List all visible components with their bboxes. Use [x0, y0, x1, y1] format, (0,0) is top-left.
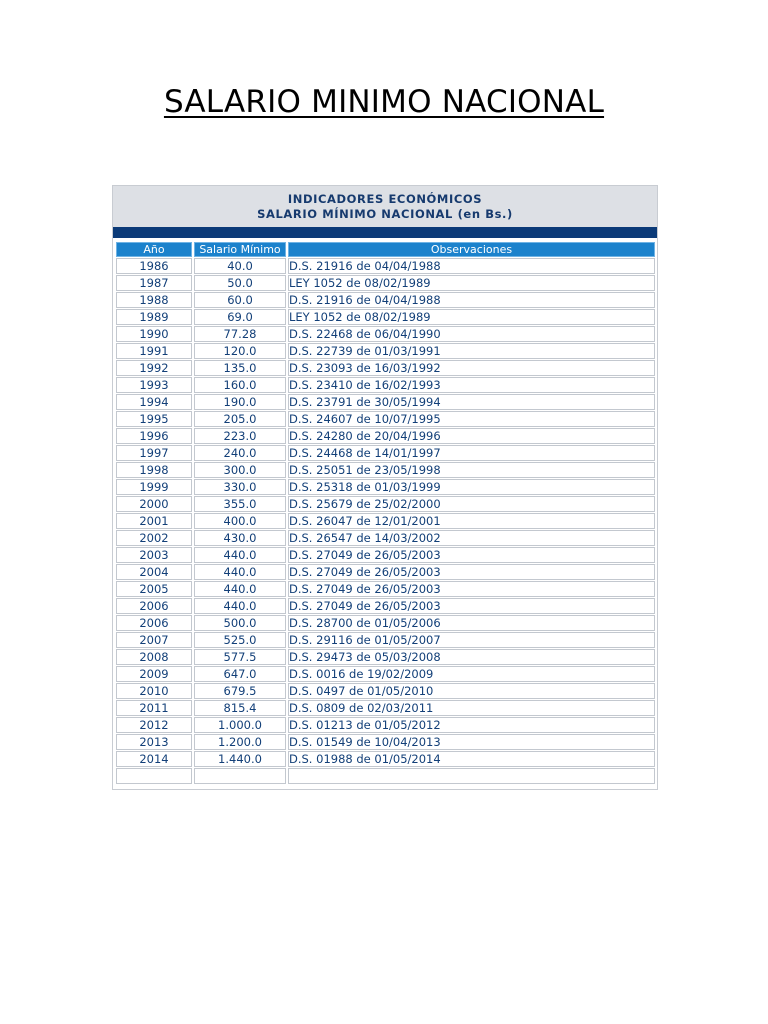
cell-year: 1996	[116, 428, 192, 444]
table-row	[116, 258, 655, 274]
cell-salary: 69.0	[194, 309, 286, 325]
cell-salary: 430.0	[194, 530, 286, 546]
table-row	[116, 292, 655, 308]
cell-year: 2007	[116, 632, 192, 648]
table-row	[116, 700, 655, 716]
cell-observation: D.S. 28700 de 01/05/2006	[288, 615, 655, 631]
cell-year: 2010	[116, 683, 192, 699]
cell-observation: D.S. 21916 de 04/04/1988	[288, 258, 655, 274]
table-row	[116, 360, 655, 376]
table-row	[116, 275, 655, 291]
cell-salary: 440.0	[194, 547, 286, 563]
cell-year: 1993	[116, 377, 192, 393]
table-body	[116, 258, 655, 784]
cell-observation: D.S. 21916 de 04/04/1988	[288, 292, 655, 308]
cell-observation: D.S. 25318 de 01/03/1999	[288, 479, 655, 495]
cell-salary: 577.5	[194, 649, 286, 665]
cell-observation: LEY 1052 de 08/02/1989	[288, 275, 655, 291]
cell-year: 1992	[116, 360, 192, 376]
panel-accent-bar	[113, 227, 657, 238]
table-row	[116, 394, 655, 410]
column-header-salary: Salario Mínimo	[194, 242, 286, 257]
table-row	[116, 683, 655, 699]
cell-salary: 223.0	[194, 428, 286, 444]
cell-observation: D.S. 24280 de 20/04/1996	[288, 428, 655, 444]
cell-year	[116, 768, 192, 784]
cell-salary: 440.0	[194, 581, 286, 597]
table-row	[116, 751, 655, 767]
table-row	[116, 343, 655, 359]
cell-year: 2006	[116, 615, 192, 631]
cell-observation: D.S. 25051 de 23/05/1998	[288, 462, 655, 478]
cell-salary: 300.0	[194, 462, 286, 478]
table-row	[116, 309, 655, 325]
table-row	[116, 496, 655, 512]
cell-observation: D.S. 29473 de 05/03/2008	[288, 649, 655, 665]
table-row	[116, 564, 655, 580]
cell-salary: 1.000.0	[194, 717, 286, 733]
table-row	[116, 615, 655, 631]
table-row	[116, 717, 655, 733]
cell-observation: D.S. 01213 de 01/05/2012	[288, 717, 655, 733]
cell-year: 1995	[116, 411, 192, 427]
indicators-panel	[112, 185, 658, 790]
cell-year: 1991	[116, 343, 192, 359]
table-row	[116, 377, 655, 393]
table-row	[116, 445, 655, 461]
cell-salary: 240.0	[194, 445, 286, 461]
cell-observation: D.S. 0016 de 19/02/2009	[288, 666, 655, 682]
table-row	[116, 666, 655, 682]
cell-year: 1999	[116, 479, 192, 495]
cell-year: 2001	[116, 513, 192, 529]
panel-heading-line1: INDICADORES ECONÓMICOS	[287, 192, 483, 206]
cell-year: 1997	[116, 445, 192, 461]
cell-salary: 647.0	[194, 666, 286, 682]
cell-salary: 40.0	[194, 258, 286, 274]
table-row	[116, 581, 655, 597]
cell-year: 2009	[116, 666, 192, 682]
cell-observation: D.S. 26547 de 14/03/2002	[288, 530, 655, 546]
cell-salary: 50.0	[194, 275, 286, 291]
cell-salary: 135.0	[194, 360, 286, 376]
cell-observation: D.S. 27049 de 26/05/2003	[288, 564, 655, 580]
cell-observation: D.S. 27049 de 26/05/2003	[288, 547, 655, 563]
cell-year: 2012	[116, 717, 192, 733]
table-row	[116, 513, 655, 529]
cell-salary: 679.5	[194, 683, 286, 699]
cell-year: 1998	[116, 462, 192, 478]
cell-salary: 160.0	[194, 377, 286, 393]
cell-observation: D.S. 24607 de 10/07/1995	[288, 411, 655, 427]
table-row	[116, 428, 655, 444]
table-row	[116, 649, 655, 665]
cell-year: 1994	[116, 394, 192, 410]
cell-salary: 355.0	[194, 496, 286, 512]
table-row	[116, 462, 655, 478]
cell-year: 2014	[116, 751, 192, 767]
cell-salary: 190.0	[194, 394, 286, 410]
cell-year: 2013	[116, 734, 192, 750]
cell-observation: D.S. 23791 de 30/05/1994	[288, 394, 655, 410]
cell-year: 2000	[116, 496, 192, 512]
cell-salary: 500.0	[194, 615, 286, 631]
table-row	[116, 598, 655, 614]
cell-year: 2005	[116, 581, 192, 597]
cell-observation: D.S. 0809 de 02/03/2011	[288, 700, 655, 716]
cell-observation: D.S. 25679 de 25/02/2000	[288, 496, 655, 512]
cell-observation: D.S. 23093 de 16/03/1992	[288, 360, 655, 376]
cell-year: 1988	[116, 292, 192, 308]
cell-observation: D.S. 23410 de 16/02/1993	[288, 377, 655, 393]
cell-salary: 1.200.0	[194, 734, 286, 750]
column-header-year: Año	[116, 242, 192, 257]
cell-observation: D.S. 22468 de 06/04/1990	[288, 326, 655, 342]
cell-observation: D.S. 26047 de 12/01/2001	[288, 513, 655, 529]
table-row	[116, 547, 655, 563]
page-title: SALARIO MINIMO NACIONAL	[163, 84, 605, 120]
cell-salary: 440.0	[194, 598, 286, 614]
cell-year: 2002	[116, 530, 192, 546]
cell-observation: D.S. 0497 de 01/05/2010	[288, 683, 655, 699]
cell-year: 1987	[116, 275, 192, 291]
table-row	[116, 632, 655, 648]
cell-observation: D.S. 01549 de 10/04/2013	[288, 734, 655, 750]
cell-observation: D.S. 29116 de 01/05/2007	[288, 632, 655, 648]
cell-observation: D.S. 22739 de 01/03/1991	[288, 343, 655, 359]
column-header-observations: Observaciones	[288, 242, 655, 257]
table-row	[116, 326, 655, 342]
panel-header	[113, 186, 657, 227]
cell-observation: D.S. 01988 de 01/05/2014	[288, 751, 655, 767]
table-row	[116, 479, 655, 495]
salary-table	[114, 241, 657, 785]
cell-salary: 525.0	[194, 632, 286, 648]
table-row	[116, 734, 655, 750]
cell-salary: 400.0	[194, 513, 286, 529]
cell-year: 2011	[116, 700, 192, 716]
cell-year: 2008	[116, 649, 192, 665]
cell-salary: 330.0	[194, 479, 286, 495]
cell-year: 2006	[116, 598, 192, 614]
cell-year: 2003	[116, 547, 192, 563]
cell-year: 1990	[116, 326, 192, 342]
table-row	[116, 768, 655, 784]
cell-salary: 60.0	[194, 292, 286, 308]
cell-observation: D.S. 27049 de 26/05/2003	[288, 581, 655, 597]
cell-salary: 815.4	[194, 700, 286, 716]
cell-observation: D.S. 27049 de 26/05/2003	[288, 598, 655, 614]
table-row	[116, 411, 655, 427]
cell-observation: D.S. 24468 de 14/01/1997	[288, 445, 655, 461]
cell-salary: 440.0	[194, 564, 286, 580]
cell-salary: 120.0	[194, 343, 286, 359]
table-header-row	[116, 242, 655, 257]
table-row	[116, 530, 655, 546]
cell-salary: 205.0	[194, 411, 286, 427]
cell-observation: LEY 1052 de 08/02/1989	[288, 309, 655, 325]
cell-salary: 1.440.0	[194, 751, 286, 767]
cell-year: 2004	[116, 564, 192, 580]
cell-year: 1989	[116, 309, 192, 325]
panel-heading-line2: SALARIO MÍNIMO NACIONAL (en Bs.)	[257, 207, 513, 221]
cell-salary	[194, 768, 286, 784]
cell-observation	[288, 768, 655, 784]
cell-year: 1986	[116, 258, 192, 274]
cell-salary: 77.28	[194, 326, 286, 342]
